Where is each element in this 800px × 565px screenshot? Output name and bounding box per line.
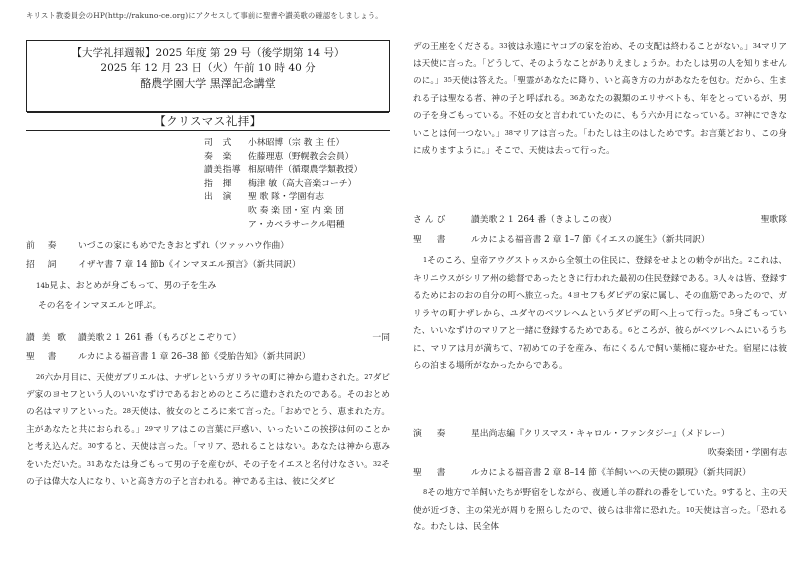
verse-text: 行われた最初の住民登録である。 xyxy=(584,273,714,284)
reading2-label: 聖 書 xyxy=(413,235,449,245)
verse-text: ところが、彼らがベツレヘムにいるうちに、マリア xyxy=(413,326,787,354)
verse-text: 大な人になり、いと高き方の子と言われる。神である主は、彼に父ダビ xyxy=(60,476,336,487)
continuation-paragraph xyxy=(413,38,787,159)
verse-number: 26 xyxy=(36,373,45,381)
hymn2-label: さんび xyxy=(413,215,449,225)
verse-number: 33 xyxy=(499,42,508,50)
verse-text: 人々は皆、登録するためにおのおの xyxy=(413,273,787,302)
verse-number: 32 xyxy=(372,459,382,468)
right-column xyxy=(413,40,787,560)
verse-number: 36 xyxy=(569,93,579,102)
verse-number: 28 xyxy=(122,407,131,416)
left-column xyxy=(26,40,390,560)
hymn1-text: 讃美歌２１ 261 番（もろびとこぞりて） xyxy=(78,333,242,343)
role-value: ア・カペラサークル唱種 xyxy=(248,219,345,230)
call-verse-line-2: その名をインマヌエルと呼ぶ。 xyxy=(38,301,162,311)
role-row xyxy=(204,219,390,233)
role-label: 指 揮 xyxy=(204,178,232,189)
reading1-paragraph xyxy=(26,369,390,490)
verse-text: ていた。 xyxy=(687,488,723,498)
call-label: 招 詞 xyxy=(26,260,59,270)
header-line-2: 2025 年 12 月 23 日（火）午前 10 時 40 分 xyxy=(100,62,316,74)
role-label: 奏 楽 xyxy=(204,151,232,162)
verse-text: デの王座をくださる。 xyxy=(413,42,500,52)
reading3-text: ルカによる福音書 2 章 8–14 節《羊飼いへの天使の顕現》（新共同訳） xyxy=(471,468,751,478)
bulletin-header xyxy=(26,40,390,112)
hymn1-tag: 一同 xyxy=(372,333,390,343)
role-label xyxy=(204,219,248,233)
verse-text: ら遣わされた。 xyxy=(303,373,365,383)
performance-performer: 吹奏楽団・学園有志 xyxy=(707,448,787,458)
verse-text: ので、ガリラヤの町ナザレから、ユダヤのベツレヘムというダビデの町 xyxy=(413,291,787,319)
service-rule xyxy=(26,130,390,131)
verse-text: すると、天使は言った。「マリア、 xyxy=(95,442,232,453)
verse-text: これは、キリニウスがシリア州の総督であったときに xyxy=(413,256,787,284)
verse-text: 天使は、彼女のところに来て言った。「おめでとう、恵まれた方。主が xyxy=(26,407,390,435)
role-row xyxy=(204,178,390,192)
verse-text: は月が満ちて、 xyxy=(457,343,519,354)
verse-number: 37 xyxy=(735,111,744,120)
role-row xyxy=(204,137,390,151)
verse-text: 彼らは非常に恐れた。 xyxy=(597,505,686,516)
verse-number: 38 xyxy=(504,128,513,137)
prelude-text: いづこの家にもめでたきおとずれ（ツァッハウ作曲） xyxy=(78,241,290,251)
role-value: 吹 奏 楽 団・室 内 楽 団 xyxy=(248,205,344,216)
role-label: 司 式 xyxy=(204,138,232,148)
verse-text: あなたと共におられる。」 xyxy=(43,424,145,435)
verse-text: 自分の町へ旅立った。 xyxy=(481,291,568,302)
verse-number: 9 xyxy=(722,488,727,496)
verse-number: 34 xyxy=(752,42,762,50)
verse-text: 初めての子を産み、布にくるんで飼い葉桶に寝かせた。 xyxy=(522,343,744,354)
verse-text: 身ごもっていた、いいなずけのマリアと一緒に登録 xyxy=(413,308,787,337)
role-label: 出 演 xyxy=(204,192,232,203)
verse-text: とがありえましょうか。わたしは男の人を知りませんのに。」 xyxy=(413,58,787,87)
verse-text: そのころ、皇帝アウグストゥスから全領土の住民に、登録をせよと xyxy=(427,256,688,266)
reading3-paragraph xyxy=(413,484,787,536)
verse-number: 1 xyxy=(423,256,428,264)
prelude-label: 前 奏 xyxy=(26,241,59,251)
verse-text: するためである。 xyxy=(559,326,628,337)
reading2-text: ルカによる福音書 2 章 1–7 節《イエスの誕生》（新共同訳） xyxy=(471,235,710,245)
roles-list xyxy=(204,137,390,232)
role-row xyxy=(204,205,390,219)
role-value: 佐藤理恵（野幌教会会員） xyxy=(248,151,354,162)
reading3-passage xyxy=(413,484,787,536)
call-verse-ref: 14b xyxy=(36,282,50,290)
hymn1-label: 讃 美 歌 xyxy=(26,333,68,343)
header-line-3: 酪農学園大学 黒澤記念講堂 xyxy=(140,77,276,90)
verse-number: 30 xyxy=(87,442,96,451)
verse-text: ら、生まれる子は聖なる者、神の子と呼ばれる。 xyxy=(413,76,787,104)
verse-number: 31 xyxy=(86,459,96,468)
header-line-1: 【大学礼拝週報】2025 年度 第 29 号（後学期第 14 号） xyxy=(71,47,345,59)
role-row xyxy=(204,164,390,178)
verse-number: 8 xyxy=(423,488,428,496)
verse-text: あなたは身ご xyxy=(95,459,148,470)
verse-text: サベトも、年をとっているが、男の子を身ごもっている。不妊の女と言 xyxy=(413,93,787,122)
role-value: 聖 歌 隊・学園有志 xyxy=(248,192,324,203)
verse-text: 挨拶は何のことかと考え込んだ。 xyxy=(26,424,390,453)
verse-text: の勅令が出た。 xyxy=(687,256,749,266)
verse-text: その地方で羊飼いたちが野宿をしながら、夜通し羊の群れの番をし xyxy=(427,488,688,498)
service-title: 【クリスマス礼拝】 xyxy=(154,114,262,128)
verse-text: のところに遣わされたのである。そのおとめの名はマリアといった。 xyxy=(26,389,390,418)
reading2-paragraph xyxy=(413,252,787,374)
verse-text: 恐れることはない。あなたは神から恵みをいただいた。 xyxy=(26,442,390,470)
role-value: 梅津 敏（高大音楽コーチ） xyxy=(248,178,357,189)
verse-text: あなたの親類のエリ xyxy=(578,93,657,104)
verse-number: 5 xyxy=(729,308,735,317)
reading1-text: ルカによる福音書 1 章 26–38 節《受胎告知》（新共同訳） xyxy=(78,352,311,362)
verse-text: ダビデ家のヨセフという人のいいなずけであるおとめ xyxy=(26,373,390,400)
verse-text: ることがない。」 xyxy=(688,42,753,52)
verse-text: もって男の子を産むが、その子をイエスと名付けなさい。 xyxy=(147,459,373,470)
verse-text: つない。」 xyxy=(465,128,505,139)
verse-number: 4 xyxy=(567,291,573,300)
reading3-label: 聖 書 xyxy=(413,468,449,478)
role-label: 讃美指導 xyxy=(204,165,242,176)
call-verse-2 xyxy=(38,298,402,315)
verse-text: マリアはこの言葉に戸惑い、いったいこの xyxy=(152,424,320,435)
verse-number: 2 xyxy=(748,256,753,264)
verse-text: われていたのに、もう六か月になっている。 xyxy=(560,111,736,122)
verse-number: 29 xyxy=(144,424,153,433)
call-verse-line-1: 見よ、おとめが身ごもって、男の子を生み xyxy=(49,281,217,291)
verse-text: ヨセフもダビデの家に属し、その血筋であった xyxy=(572,291,753,302)
verse-text: 天使は xyxy=(451,76,479,87)
reading1-passage xyxy=(26,369,390,490)
performance-text: 星出尚志編『クリスマス・キャロル・ファンタジー』（メドレー） xyxy=(471,429,730,439)
verse-number: 3 xyxy=(713,273,719,282)
role-label xyxy=(204,205,248,219)
verse-text: 神にできないことは何一 xyxy=(413,111,787,139)
verse-text: 六か月目に、天使ガブリエルは、ナザレというガリラヤの町に神か xyxy=(44,373,304,383)
verse-text: すると、主の天使が近づき、主の栄光が周りを照らしたので、 xyxy=(413,488,787,516)
verse-text: マリアは言った。「わたしは主のはしためです。お言葉ど xyxy=(513,128,735,139)
verse-number: 10 xyxy=(685,505,695,514)
role-row xyxy=(204,191,390,205)
reading1-continuation xyxy=(413,38,787,159)
verse-text: 天使は言った。「恐れるな。わたしは、民全体 xyxy=(413,505,787,533)
verse-text: へ上って行った。 xyxy=(659,308,730,319)
reading2-passage xyxy=(413,252,787,374)
notice-text: キリスト教委員会のHP(http://rakuno-ce.org)にアクセスして事前に聖書や讃美歌の確認をしましょう。 xyxy=(26,11,383,20)
reading1-label: 聖 書 xyxy=(26,352,59,362)
verse-text: 宿屋には彼らの泊まる場所がなかったからである。 xyxy=(413,343,787,371)
verse-number: 27 xyxy=(364,373,373,381)
call-text: イザヤ書 7 章 14 節b《インマヌエル預言》（新共同訳） xyxy=(78,260,301,270)
verse-text: その子は偉 xyxy=(26,459,390,487)
performance-label: 演 奏 xyxy=(413,429,449,439)
role-value: 相原晴伴（循環農学類教授） xyxy=(248,165,363,176)
verse-text: マリアは天使に言った。「どうして、そのようなこ xyxy=(413,42,787,69)
verse-number: 6 xyxy=(627,326,633,335)
verse-text: 答えた。「聖霊があなたに降り、いと高き方の力があなたを包む。だか xyxy=(478,76,753,87)
hymn2-text: 讃美歌２１ 264 番（きよしこの夜） xyxy=(471,215,617,225)
verse-text: おり、この身に成りますように。」そこで、天使は去って行った。 xyxy=(413,128,787,156)
verse-text: 彼は永遠にヤコブの家を治め、その支配は終わ xyxy=(507,42,689,52)
role-row xyxy=(204,151,390,165)
verse-number: 7 xyxy=(518,343,523,352)
call-verse-1 xyxy=(36,278,400,295)
role-value: 小林昭博（宗 教 主 任） xyxy=(248,138,345,148)
verse-number: 35 xyxy=(443,76,452,85)
hymn2-tag: 聖歌隊 xyxy=(760,215,787,225)
